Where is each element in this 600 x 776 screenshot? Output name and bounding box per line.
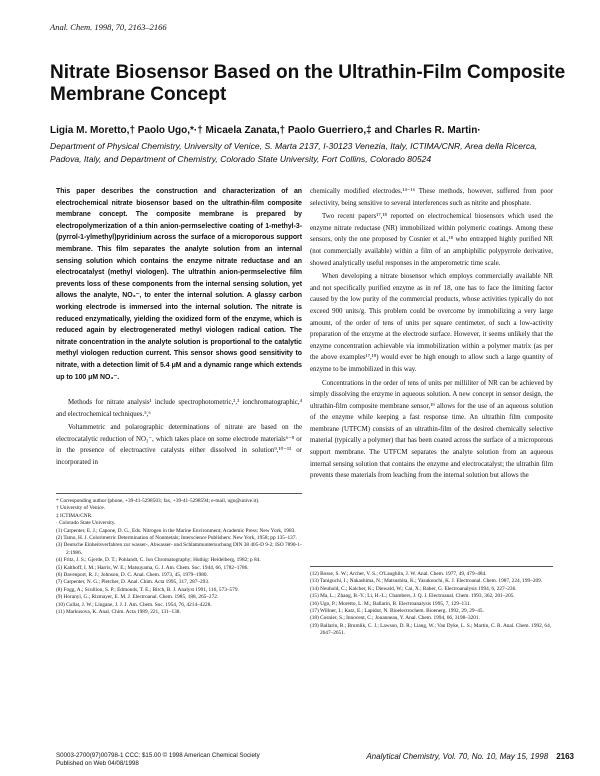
- abstract: This paper describes the construction and characterization of an electrochemical nitrate biosensor based on the ultrathin-film composite membrane concept. The composite membrane is prepared by electropolymerization of a thin anion-permselective coating of 1-methyl-3-(pyrrol-1-ylmethyl)pyridinium across the surface of a microporous support membrane. This film separates the analyte solution from an internal sensing solution which contains the enzyme nitrate reductase and an electrocatalyst (methyl viologen). The ultrathin anion-permselective film prevents loss of these components from the internal sensing solution, yet allows the analyte, NO₃⁻, to enter the internal solution. A glassy carbon working electrode is immersed into the internal solution. The nitrate is reduced enzymatically, yielding the oxidized form of the enzyme, which is reduced again by electrogenerated methyl viologen radical cation. The nitrate concentration in the analyte solution is proportional to the catalytic methyl viologen reduction current. This sensor shows good sensitivity to nitrate, with a detection limit of 5.4 μM and a dynamic range which extends up to 100 μM NO₃⁻.: [56, 188, 302, 381]
- reference: (9) Horanyi, G.; Rizmayer, E. M. J. Electroanal. Chem. 1985, 188, 265–272.: [56, 594, 219, 601]
- body-paragraph: chemically modified electrodes.¹⁴⁻¹⁶ These methods, however, suffered from poor selectivity, being sensitive to several interferences such as nitrite and phosphate.: [310, 188, 553, 207]
- reference: (11) Markusova, K. Anal. Chim. Acta 1989, 221, 131–138.: [56, 609, 181, 616]
- reference: (4) Fritz, J. S.; Gjerde, D. T.; Pohlandt, C. Ion Chromatography; Huthig: Heidelberg, 1982; p 84.: [56, 557, 261, 564]
- reference: (13) Taniguchi, I.; Nakashima, N.; Matsushita, K.; Yasukouchi, K. J. Electroanal. Chem. 1987, 224, 199–209.: [310, 578, 543, 585]
- reference: (16) Ugo, P.; Moretto, L. M.; Ballarin, B. Electroanalysis 1995, 7, 129–131.: [310, 600, 471, 607]
- reference: (3) Deutsche Einheitsverfahren zur wasser-, Abwasser- und Schlammuntersuchung DIN 38 405-D 9-2; ISO 7890-1-2:1986.: [56, 542, 302, 556]
- reference: (18) Cosnier, S.; Innocent, C.; Jouanneau, Y. Anal. Chem. 1994, 66, 3198–3201.: [310, 615, 480, 622]
- affiliations: Department of Physical Chemistry, University of Venice, S. Marta 2137, I-30123 Venezia, Italy, ICTIMA/CNR, Area della Ricerca, Padova, Italy, and Department of Chemistry, Colorado State University, Fort Collins, Colorado 80524: [50, 141, 538, 164]
- reference: (5) Kalthoff, I. M.; Harris, W. E.; Matsuyama, G. J. Am. Chem. Soc. 1944, 66, 1782–1786.: [56, 564, 249, 571]
- copyright-line: S0003-2700(97)00798-1 CCC: $15.00 © 1998 American Chemical Society: [56, 752, 260, 759]
- body-paragraph: When developing a nitrate biosensor which employs commercially available NR and not specifically purified enzyme as in ref 18, one has to face the limiting factor caused by the low purity of the commercial products, whose activities typically do not exceed 900 units/g. This problem could be overcome by immobilizing a very large amount, of the order of tens of units per square centimeter, of such a low-activity preparation of the enzyme at the electrode surface. However, it seems unlikely that the enzyme concentration achievable via immobilization within a polymer matrix (as per the above examples¹⁷,¹⁸) would ever be high enough to allow such a large quantity of enzyme to be immobilized in this way.: [310, 273, 553, 373]
- journal-issue: Analytical Chemistry, Vol. 70, No. 10, May 15, 1998: [366, 752, 549, 761]
- footnote: · Colorado State University.: [56, 520, 116, 527]
- journal-citation: Anal. Chem. 1998, 70, 2163–2166: [50, 22, 167, 32]
- reference: (14) Neuhold, C.; Kalcher, K.; Diewald, W.; Cai, X.; Raber, G. Electroanalysis 1994, 6, 227–236.: [310, 585, 517, 592]
- journal-footer: [330, 752, 574, 761]
- publication-date: Published on Web 04/08/1998: [56, 760, 139, 767]
- reference: (19) Ballarin, B.; Brumlik, C. J.; Lawson, D. R.; Liang, W.; Van Dyke, L. S.; Martin, C. R. Anal. Chem. 1992, 64, 2647–2651.: [310, 622, 552, 637]
- reference: (12) Bosse, S. W.; Archer, V. S.; O'Laughlin, J. W. Anal. Chem. 1977, 49, 479–484.: [310, 571, 487, 577]
- footnote: † University of Venice.: [56, 505, 106, 512]
- body-paragraph: Voltammetric and polarographic determinations of nitrate are based on the electrocatalytic reduction of NO₃⁻, which takes place on some electrode materials⁶⁻⁸ or in the presence of electroactive catalysts either dissolved in solution⁹,¹⁰⁻¹³ or incorporated in: [56, 424, 302, 467]
- reference: (8) Fogg, A.; Scullion, S. P.; Edmonds, T. E.; Birch, B. J. Analyst 1991, 116, 573–579.: [56, 586, 239, 593]
- page-number: 2163: [556, 752, 574, 761]
- body-paragraph: Two recent papers¹⁷,¹⁸ reported on electrochemical biosensors which used the enzyme nitrate reductase (NR) immobilized within polymeric coatings. Among these sensors, only the one proposed by Cosnier et al.,¹⁸ who entrapped highly purified NR (not commercially available) within a film of an amphiphilic polypyrrole derivative, showed analytically useful responses in the amperometric time scale.: [310, 213, 553, 267]
- reference: (10) Collat, J. W.; Lingane, J. J. J. Am. Chem. Soc. 1954, 76, 4214–4228.: [56, 601, 212, 608]
- body-paragraph: Concentrations in the order of tens of units per milliliter of NR can be achieved by simply dissolving the enzyme in aqueous solution. A new concept in sensor design, the ultrathin-film composite membrane sensor,¹⁹ allows for the use of an aqueous solution of the enzyme while keeping a fast response time. An ultrathin film composite membrane (UTFCM) consists of an ultrathin-film of the desired chemically selective material (typically a polymer) that has been coated across the surface of a microporous support membrane. The UTFCM separates the analyte solution from an aqueous internal sensing solution that contains the enzyme and electrocatalyst; the ultrathin film prevents these materials from leaching from the internal solution but allows the: [310, 379, 553, 480]
- footnotes-right: [310, 566, 553, 638]
- reference: (6) Davenport, R. J.; Johnson, D. C. Anal. Chem. 1973, 45, 1979–1980.: [56, 572, 208, 579]
- body-paragraph: Methods for nitrate analysis¹ include spectrophotometric,²,³ ionchromatographic,⁴ and electrochemical techniques.⁵,⁶: [56, 399, 302, 418]
- right-column: [310, 186, 553, 482]
- reference: (1) Carpenter, E. J.; Capone, D. G., Eds. Nitrogen in the Marine Environment; Academic Press: New York, 1983.: [56, 527, 296, 534]
- reference: (2) Tamo, H. J. Colorimetric Determination of Nonmetals; Interscience Publishers: New York, 1958; pp 135–137.: [56, 535, 297, 542]
- footnote: ‡ ICTIMA/CNR.: [56, 512, 93, 519]
- article-title: Nitrate Biosensor Based on the Ultrathin-Film Composite Membrane Concept: [50, 62, 566, 105]
- left-column: [56, 186, 302, 469]
- footnotes-left: [56, 493, 302, 617]
- footnote: * Corresponding author (phone, +39-41-5298503; fax, +39-41-5298594; e-mail, ugo@unive.it).: [56, 498, 260, 504]
- reference: (15) Ma, L.; Zhang, B.-Y.; Li, H.-L.; Chambers, J. Q. J. Electroanal. Chem. 1993, 362, 201–205.: [310, 593, 515, 600]
- copyright-footer: [56, 752, 260, 768]
- author-list: Ligia M. Moretto,† Paolo Ugo,*·† Micaela Zanata,† Paolo Guerriero,‡ and Charles R. Martin·: [50, 125, 481, 136]
- reference: (7) Carpenter, N. G.; Pletcher, D. Anal. Chim. Acta 1995, 317, 287–293.: [56, 579, 210, 586]
- reference: (17) Willner, I.; Katz, E.; Lapidot, N. Bioelectrochem. Bioenerg. 1992, 29, 29–45.: [310, 608, 484, 615]
